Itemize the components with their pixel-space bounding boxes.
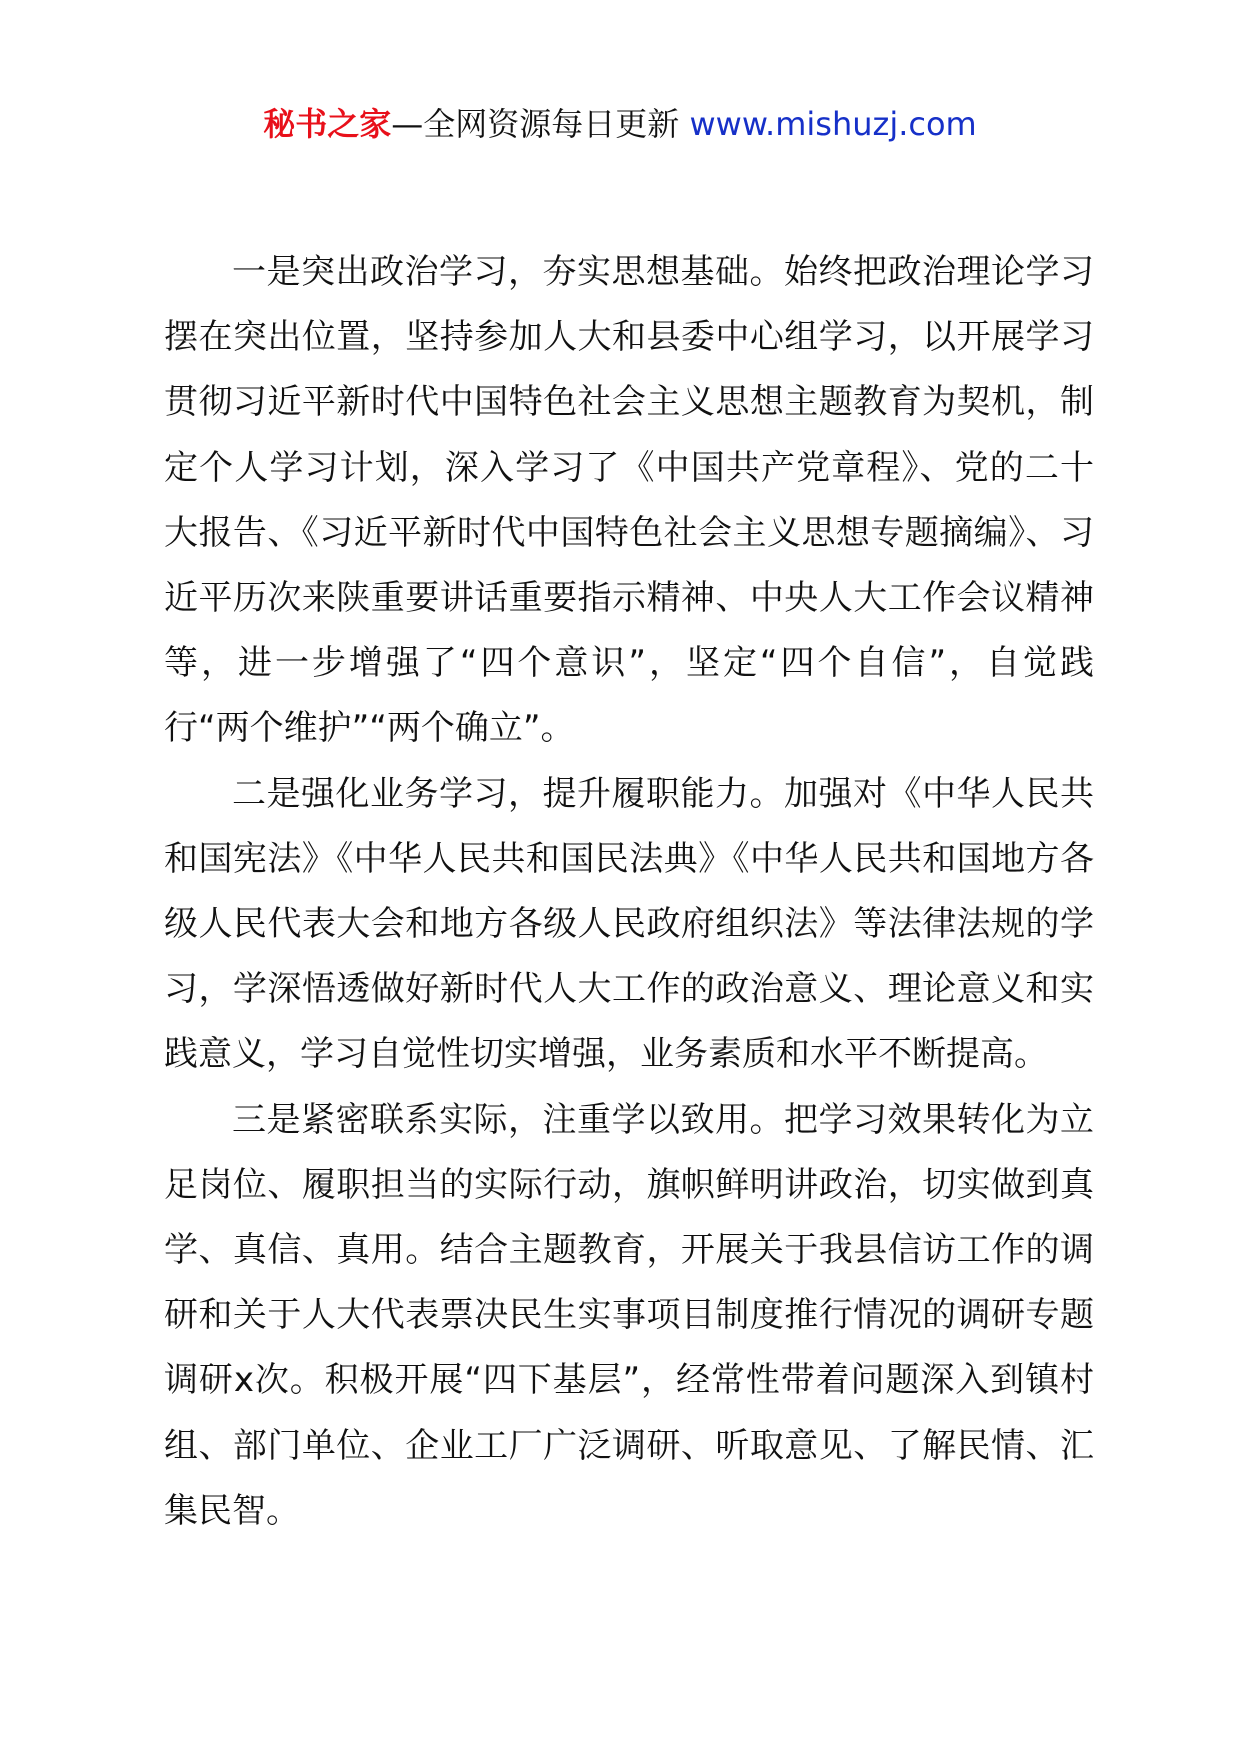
page-header (0, 100, 1240, 148)
brand-name: 秘书之家 (263, 105, 392, 143)
site-url-link[interactable]: www.mishuzj.com (689, 105, 977, 143)
document-body (164, 240, 1094, 1544)
paragraph-political-study: 一是突出政治学习，夯实思想基础。始终把政治理论学习摆在突出位置，坚持参加人大和县委中心组学习，以开展学习贯彻习近平新时代中国特色社会主义思想主题教育为契机，制定个人学习计划，深入学习了《中国共产党章程》、党的二十大报告、《习近平新时代中国特色社会主义思想专题摘编》、习近平历次来陕重要讲话重要指示精神、中央人大工作会议精神等，进一步增强了“四个意识”，坚定“四个自信”，自觉践行“两个维护”“两个确立”。 (164, 252, 1094, 749)
paragraph-practice: 三是紧密联系实际，注重学以致用。把学习效果转化为立足岗位、履职担当的实际行动，旗帜鲜明讲政治，切实做到真学、真信、真用。结合主题教育，开展关于我县信访工作的调研和关于人大代表票决民生实事项目制度推行情况的调研专题调研x次。积极开展“四下基层”，经常性带着问题深入到镇村组、部门单位、企业工厂广泛调研、听取意见、了解民情、汇集民智。 (164, 1099, 1094, 1531)
header-tagline: —全网资源每日更新 (391, 105, 690, 143)
paragraph-business-study: 二是强化业务学习，提升履职能力。加强对《中华人民共和国宪法》《中华人民共和国民法典》《中华人民共和国地方各级人民代表大会和地方各级人民政府组织法》等法律法规的学习，学深悟透做好新时代人大工作的政治意义、理论意义和实践意义，学习自觉性切实增强，业务素质和水平不断提高。 (164, 773, 1094, 1075)
